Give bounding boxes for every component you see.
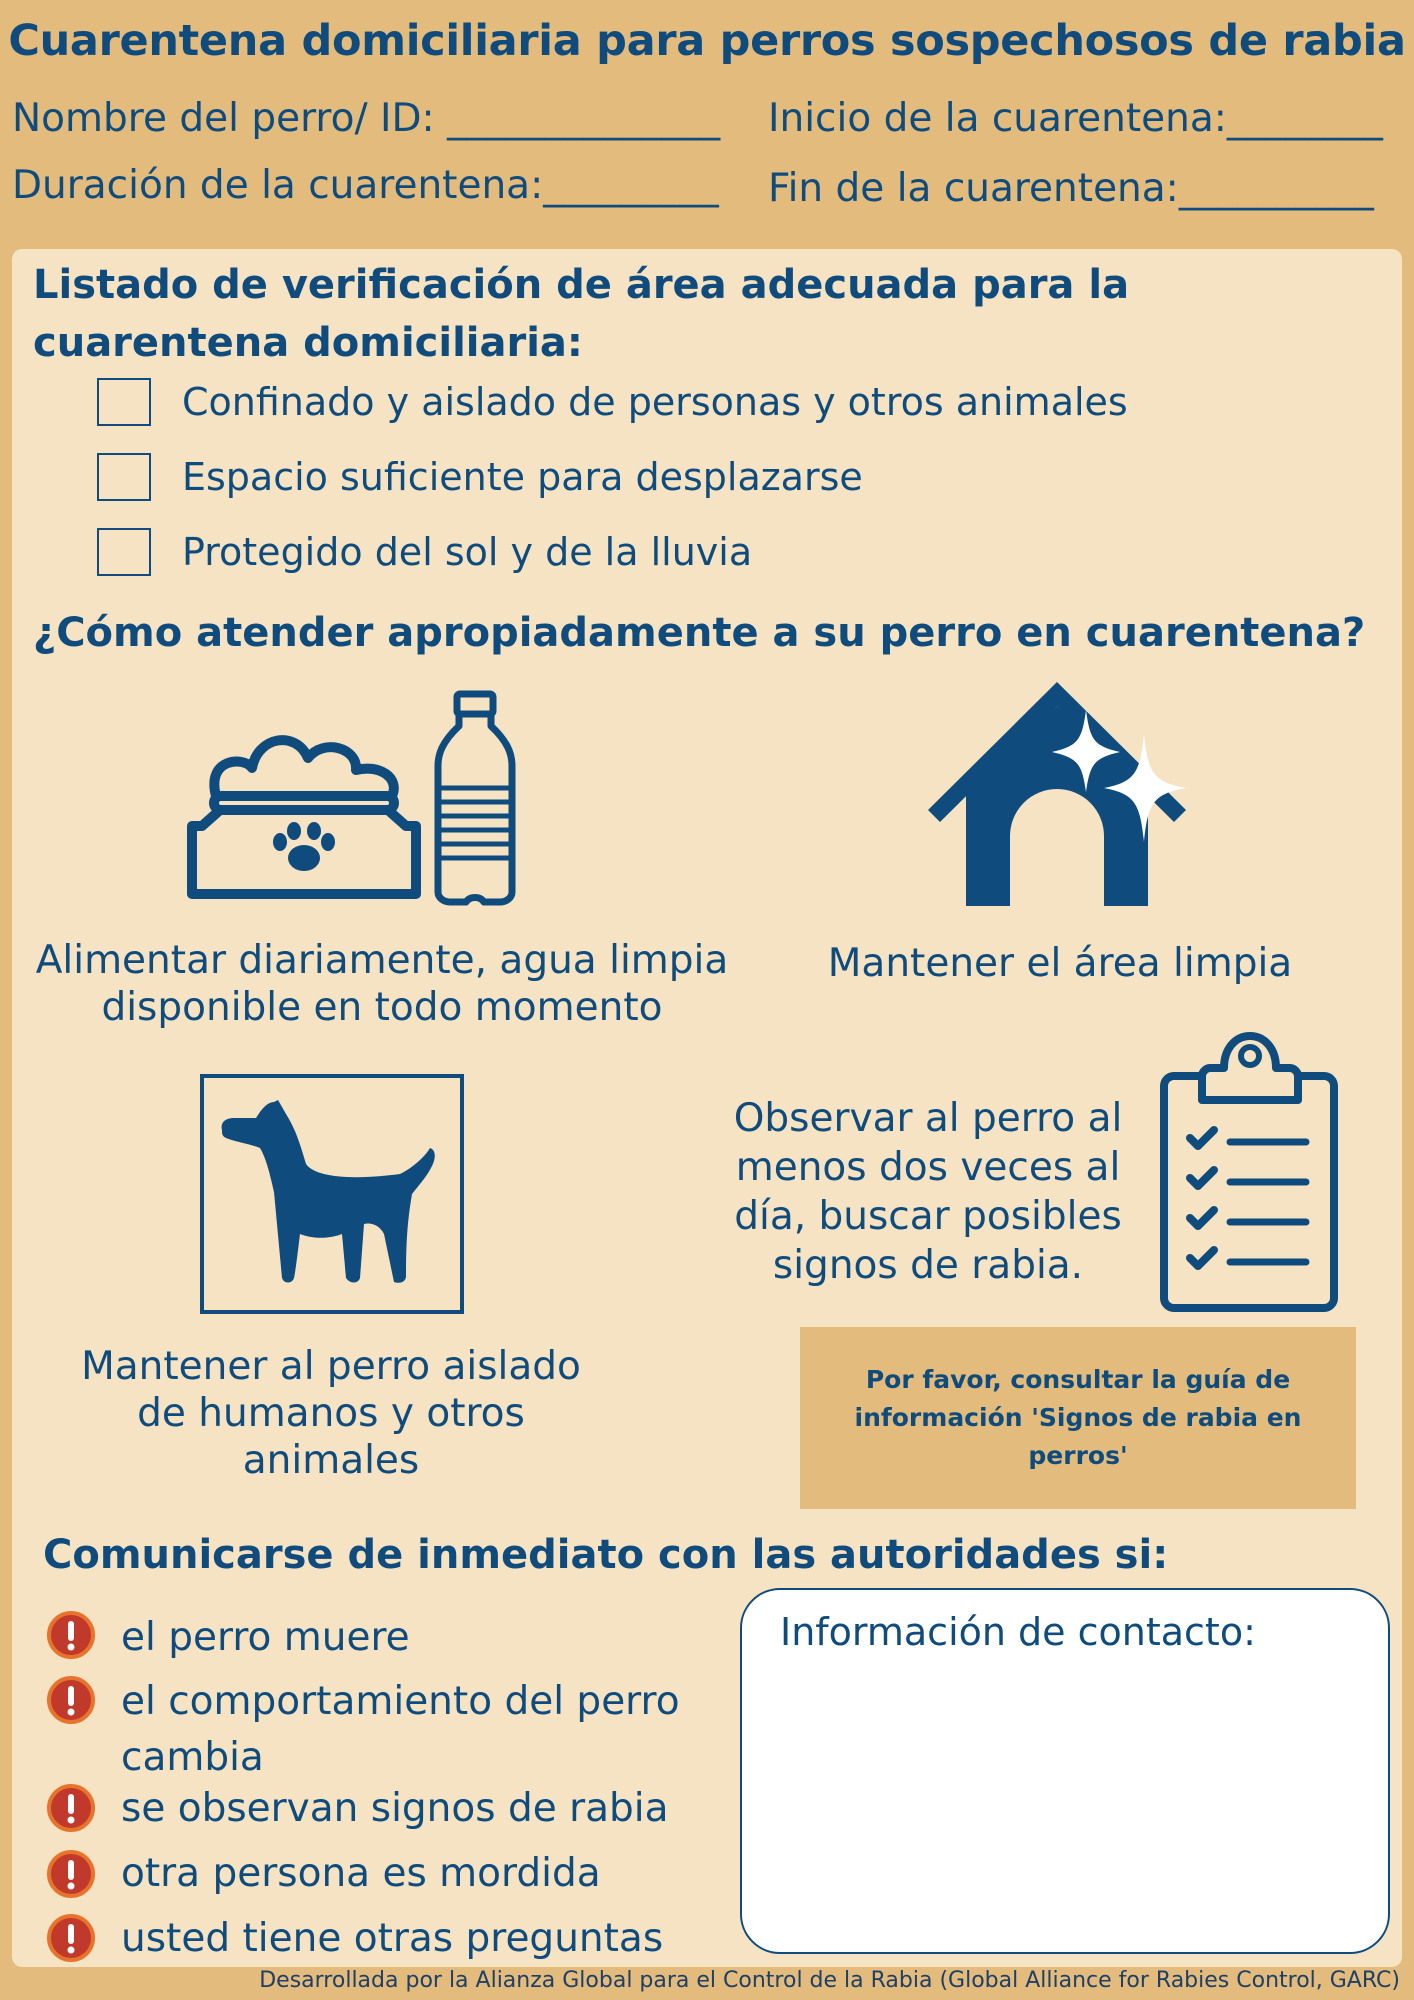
dog-name-field[interactable]: Nombre del perro/ ID: ______________ xyxy=(12,96,721,141)
food-bowl-icon xyxy=(186,718,422,900)
exclamation-icon xyxy=(46,1675,96,1725)
checklist-item-protected: Protegido del sol y de la lluvia xyxy=(182,530,753,574)
care-observe-caption: Observar al perro al menos dos veces al día, buscar posibles signos de rabia. xyxy=(733,1096,1123,1288)
checklist-heading: Listado de verificación de área adecuada para la cuarentena domiciliaria: xyxy=(33,262,1130,366)
contact-heading: Comunicarse de inmediato con las autoridades si: xyxy=(43,1532,1169,1578)
contact-info-label: Información de contacto: xyxy=(780,1610,1256,1654)
care-feed-caption: Alimentar diariamente, agua limpia disponible en todo momento xyxy=(35,938,729,1030)
exclamation-icon xyxy=(46,1783,96,1833)
checkbox-confined[interactable] xyxy=(97,378,151,426)
checklist-item-confined: Confinado y aislado de personas y otros animales xyxy=(182,380,1128,424)
exclamation-icon xyxy=(46,1913,96,1963)
checkbox-protected[interactable] xyxy=(97,528,151,576)
note-text: Por favor, consultar la guía de información 'Signos de rabia en perros' xyxy=(854,1365,1302,1470)
alert-item-rabies-signs: se observan signos de rabia xyxy=(121,1786,669,1831)
alert-item-other-questions: usted tiene otras preguntas xyxy=(121,1916,664,1961)
clean-doghouse-icon xyxy=(922,670,1192,910)
quarantine-duration-field[interactable]: Duración de la cuarentena:_________ xyxy=(12,163,719,208)
checkbox-space[interactable] xyxy=(97,453,151,501)
checklist-item-space: Espacio suficiente para desplazarse xyxy=(182,455,863,499)
care-heading: ¿Cómo atender apropiadamente a su perro en cuarentena? xyxy=(33,610,1366,656)
exclamation-icon xyxy=(46,1849,96,1899)
care-isolate-caption: Mantener al perro aislado de humanos y otros animales xyxy=(81,1344,581,1483)
quarantine-start-field[interactable]: Inicio de la cuarentena:________ xyxy=(768,96,1383,141)
dog-icon-frame xyxy=(200,1074,464,1314)
alert-item-dog-dies: el perro muere xyxy=(121,1615,410,1660)
dog-icon xyxy=(204,1078,460,1310)
alert-item-person-bitten: otra persona es mordida xyxy=(121,1851,601,1896)
exclamation-icon xyxy=(46,1610,96,1660)
care-clean-caption: Mantener el área limpia xyxy=(827,941,1293,986)
rabies-signs-guide-note xyxy=(800,1327,1356,1509)
water-bottle-icon xyxy=(432,690,518,906)
clipboard-checklist-icon xyxy=(1158,1030,1340,1314)
footer-credit: Desarrollada por la Alianza Global para el Control de la Rabia (Global Alliance for Rabies Control, GARC) xyxy=(259,1968,1400,1993)
page-title: Cuarentena domiciliaria para perros sospechosos de rabia xyxy=(8,16,1406,66)
alert-item-behavior-changes: el comportamiento del perro cambia xyxy=(121,1679,680,1780)
contact-info-box[interactable] xyxy=(740,1588,1390,1954)
quarantine-end-field[interactable]: Fin de la cuarentena:__________ xyxy=(768,166,1374,211)
